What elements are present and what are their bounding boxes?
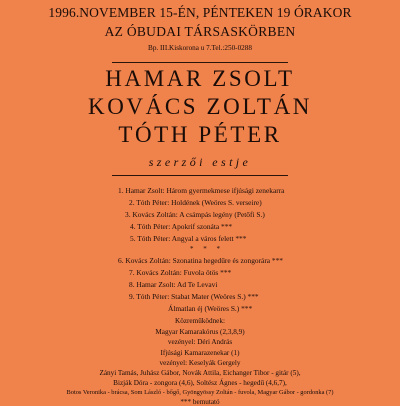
venue-address: Bp. III.Kiskorona u 7.Tel.:250-0288 bbox=[148, 44, 252, 52]
performers-heading: Közreműködnek: bbox=[175, 317, 225, 325]
program-item-6: 6. Kovács Zoltán: Szonatina hegedűre és zongorára *** bbox=[118, 256, 284, 265]
composer-hamar-zsolt: HAMAR ZSOLT bbox=[105, 66, 295, 91]
performer-line-2: vezényel: Déri András bbox=[167, 338, 233, 346]
performer-line-3: Ifjúsági Kamarazenekar (1) bbox=[160, 349, 240, 357]
event-venue: AZ ÓBUDAI TÁRSASKÖRBEN bbox=[104, 24, 296, 39]
program-item-3: 3. Kovács Zoltán: A csámpás legény (Petőfi S.) bbox=[125, 210, 265, 219]
program-separator: * * * bbox=[190, 245, 224, 253]
composer-kovacs-zoltan: KOVÁCS ZOLTÁN bbox=[88, 94, 312, 119]
performer-line-6: Bizják Dóra - zongora (4,6), Soltész Ágnes - hegedű (4,6,7), bbox=[113, 379, 287, 387]
program-item-5: 5. Tóth Péter: Angyal a város felett *** bbox=[130, 234, 247, 243]
divider-top bbox=[112, 62, 288, 63]
performer-line-7: Botos Veronika - brácsa, Som László - bőgő, Gyöngyössy Zoltán - fuvola, Magyar Gábor - gordonka (7) bbox=[66, 389, 334, 396]
event-date: 1996.NOVEMBER 15-ÉN, PÉNTEKEN 19 ÓRAKOR bbox=[48, 5, 352, 20]
program-item-4: 4. Tóth Péter: Apokrif szonáta *** bbox=[130, 222, 233, 231]
event-subtitle: szerzői estje bbox=[148, 155, 252, 169]
performer-line-1: Magyar Kamarakórus (2,3,8,9) bbox=[155, 328, 245, 336]
premiere-note: *** bemutató bbox=[180, 398, 220, 406]
program-item-2: 2. Tóth Péter: Holdének (Weöres S. verseire) bbox=[129, 198, 262, 207]
program-item-1: 1. Hamar Zsolt: Három gyermekmese ifjúsági zenekarra bbox=[118, 186, 285, 195]
performer-line-4: vezényel: Keselyák Gergely bbox=[159, 359, 241, 367]
composer-toth-peter: TÓTH PÉTER bbox=[118, 122, 282, 147]
program-item-10: Álmatlan éj (Weöres S.) *** bbox=[168, 304, 253, 313]
performer-line-5: Zányi Tamás, Juhász Gábor, Novák Attila, Eichanger Tibor - gitár (5), bbox=[99, 369, 301, 377]
program-item-8: 8. Hamar Zsolt: Ad Te Levavi bbox=[129, 280, 218, 289]
program-item-9: 9. Tóth Péter: Stabat Mater (Weöres S.) *** bbox=[129, 292, 259, 301]
program-item-7: 7. Kovács Zoltán: Fuvola ötös *** bbox=[129, 268, 232, 277]
divider-bottom bbox=[112, 175, 288, 176]
